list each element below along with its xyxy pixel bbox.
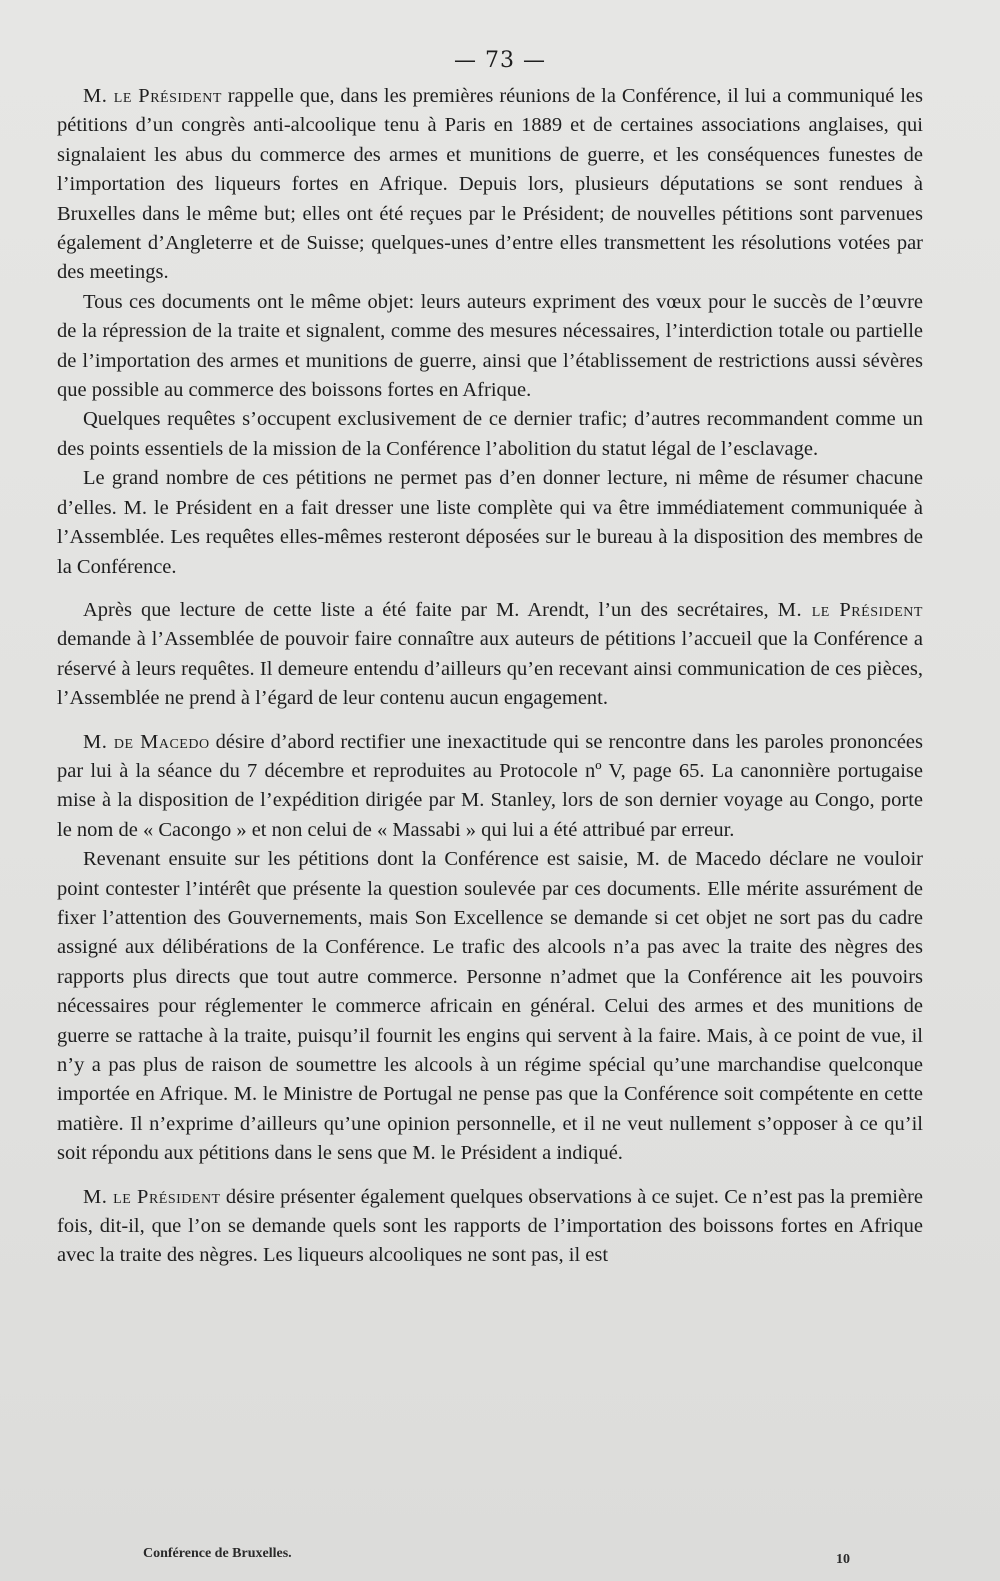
paragraph-text: demande à l’Assemblée de pouvoir faire connaître aux auteurs de pétitions l’accueil que la Conférence a réservé à leurs requêtes. Il demeure entendu d’ailleurs qu’en recevant ainsi communication de ces pièces, l’Assemblée ne prend à l’égard de leur contenu aucun engagement. bbox=[57, 628, 923, 710]
paragraph bbox=[57, 82, 923, 288]
sheet-number: 10 bbox=[836, 1552, 850, 1567]
footer-title: Conférence de Bruxelles. bbox=[143, 1546, 292, 1561]
speaker-name: M. le Président bbox=[83, 85, 222, 107]
paragraph-text: désire présenter également quelques observations à ce sujet. Ce n’est pas la première fois, dit-il, que l’on se demande quels sont les rapports de l’importation des boissons fortes en Afrique avec la traite des nègres. Les liqueurs alcooliques ne sont pas, il est bbox=[57, 1185, 923, 1267]
paragraph-text: Quelques requêtes s’occupent exclusivement de ce dernier trafic; d’autres recommandent comme un des points essentiels de la mission de la Conférence l’abolition du statut légal de l’esclavage. bbox=[57, 408, 923, 460]
page-number: — 73 — bbox=[454, 48, 546, 73]
speaker-name: M. le Président bbox=[83, 1185, 221, 1208]
paragraph-text: Le grand nombre de ces pétitions ne permet pas d’en donner lecture, ni même de résumer chacune d’elles. M. le Président en a fait dresser une liste complète qui va être immédiatement communiquée à l’Assemblée. Les requêtes elles-mêmes resteront déposées sur le bureau à la disposition des membres de la Conférence. bbox=[57, 467, 923, 578]
paragraph-text: rappelle que, dans les premières réunions de la Conférence, il lui a communiqué les pétitions d’un congrès anti-alcoolique tenu à Paris en 1889 et de certaines associations anglaises, qui signalaient les abus du commerce des armes et munitions de guerre, et les conséquences funestes de l’importation des liqueurs fortes en Afrique. Depuis lors, plusieurs députations se sont rendues à Bruxelles dans le même but; elles ont été reçues par le Président; de nouvelles pétitions sont parvenues également d’Angleterre et de Suisse; quelques-unes d’entre elles transmettent les résolutions votées par des meetings. bbox=[57, 85, 923, 284]
paragraph-text: Revenant ensuite sur les pétitions dont la Conférence est saisie, M. de Macedo déclare ne vouloir point contester l’intérêt que présente la question soulevée par ces documents. Elle mérite assurément de fixer l’attention des Gouvernements, mais Son Excellence se demande si cet objet ne sort pas du cadre assigné aux délibérations de la Conférence. Le trafic des alcools n’a pas avec la traite des nègres des rapports plus directs que tout autre commerce. Personne n’admet que la Conférence ait les pouvoirs nécessaires pour réglementer le commerce africain en général. Celui des armes et des munitions de guerre se rattache à la traite, puisqu’il fournit les engins qui servent à la faire. Mais, à ce point de vue, il n’y a pas plus de raison de soumettre les alcools à un régime spécial qu’une marchandise quelconque importée en Afrique. M. le Ministre de Portugal ne pense pas que la Conférence soit compétente en cette matière. Il n’exprime d’ailleurs qu’une opinion personnelle, et il ne veut nullement s’opposer à ce qu’il soit répondu aux pétitions dans le sens que M. le Président a indiqué. bbox=[57, 848, 923, 1165]
paragraph bbox=[57, 288, 923, 406]
paragraph bbox=[57, 728, 923, 846]
speaker-name: M. le Président bbox=[777, 598, 923, 621]
paragraph bbox=[57, 845, 923, 1168]
paragraph bbox=[57, 464, 923, 582]
paragraph-text: Tous ces documents ont le même objet: leurs auteurs expriment des vœux pour le succès de l’œuvre de la répression de la traite et signalent, comme des mesures nécessaires, l’interdiction totale ou partielle de l’importation des armes et munitions de guerre, ainsi que l’établissement de restrictions aussi sévères que possible au commerce des boissons fortes en Afrique. bbox=[57, 290, 923, 402]
paragraph bbox=[57, 1183, 923, 1271]
paragraph bbox=[57, 405, 923, 464]
body-text bbox=[57, 82, 923, 1271]
paragraph-text: désire d’abord rectifier une inexactitude qui se rencontre dans les paroles prononcées par lui à la séance du 7 décembre et reproduites au Protocole nº V, page 65. La canonnière portugaise mise à la disposition de l’expédition dirigée par M. Stanley, lors de son dernier voyage au Congo, porte le nom de « Cacongo » et non celui de « Massabi » qui lui a été attribué par erreur. bbox=[57, 730, 924, 841]
paragraph bbox=[57, 596, 923, 714]
speaker-name: M. de Macedo bbox=[83, 730, 210, 753]
paragraph-text-before: Après que lecture de cette liste a été faite par M. Arendt, l’un des secrétaires, bbox=[83, 598, 778, 621]
